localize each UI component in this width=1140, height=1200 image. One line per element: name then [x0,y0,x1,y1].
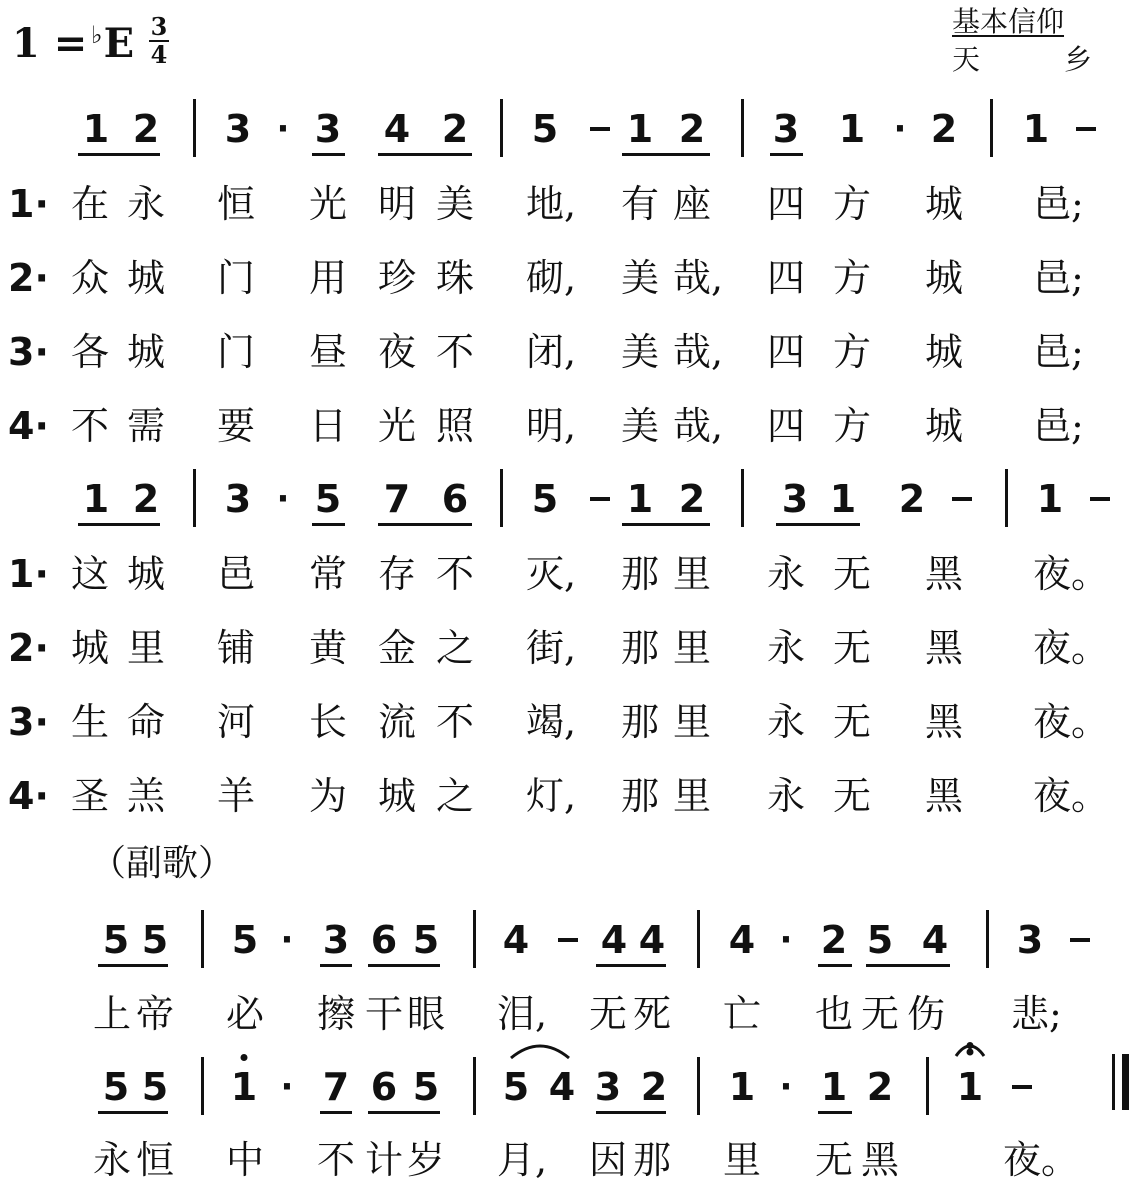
lyric-syllable: 之 [436,626,475,670]
note: 4 [383,107,411,151]
lyric-syllable: 邑; [1033,404,1084,448]
lyric-syllable: 哉, [673,330,724,374]
note: 2 [132,107,160,151]
dot-duration: · [779,1067,793,1107]
lyric-syllable: 黑 [925,700,964,744]
lyric-syllable: 夜。 [1033,700,1110,744]
verse-number: 3· [8,330,49,374]
lyric-syllable: 夜。 [1033,626,1110,670]
barline [986,910,989,968]
barline [741,469,744,527]
lyric-syllable: 死 [633,992,672,1036]
note: 2 [678,477,706,521]
lyric-syllable: 干 [365,992,404,1036]
fermata-mark [953,1034,987,1060]
barline [193,469,196,527]
lyric-syllable: 竭, [526,700,577,744]
note: 1 [820,1065,848,1109]
meter-bottom: 4 [150,40,168,69]
lyric-syllable: 需 [127,404,166,448]
lyric-syllable: 羊 [217,774,256,818]
beam-underline [378,153,472,156]
lyric-syllable: 珠 [436,256,475,300]
barline [473,1057,476,1115]
lyric-syllable: 昼 [309,330,348,374]
lyric-syllable: 众 [71,256,110,300]
note: 5 [412,918,440,962]
meter-top: 3 [150,12,168,41]
lyric-syllable: 永 [767,774,806,818]
beam-underline [818,1111,852,1114]
note: 1 [626,107,654,151]
lyric-syllable: 不 [436,552,475,596]
verse-number: 1· [8,182,49,226]
note: 1 [230,1065,258,1109]
note: 3 [224,107,252,151]
lyric-syllable: 这 [71,552,110,596]
beam-underline [320,1111,352,1114]
lyric-syllable: 邑; [1033,256,1084,300]
barline [193,99,196,157]
lyric-syllable: 恒 [136,1138,175,1182]
barline [473,910,476,968]
lyric-syllable: 邑; [1033,330,1084,374]
note: 1 [1036,477,1064,521]
note: 5 [866,918,894,962]
lyric-syllable: 伤 [907,992,946,1036]
lyric-syllable: 城 [925,404,964,448]
lyric-syllable: 街, [526,626,577,670]
credit-category: 基本信仰 [952,5,1065,38]
lyric-syllable: 夜 [378,330,417,374]
lyric-syllable: 计 [365,1138,404,1182]
lyric-syllable: 岁 [407,1138,446,1182]
chorus-label: （副歌） [90,843,235,884]
lyric-syllable: 月, [497,1138,548,1182]
lyric-syllable: 光 [309,182,348,226]
slur-mark [508,1038,572,1060]
lyric-syllable: 座 [673,182,712,226]
lyric-syllable: 河 [217,700,256,744]
lyric-syllable: 金 [378,626,417,670]
lyric-syllable: 那 [621,700,660,744]
barline [201,910,204,968]
lyric-syllable: 哉, [673,404,724,448]
note: 1 [1022,107,1050,151]
lyric-syllable: 常 [309,552,348,596]
lyric-syllable: 不 [436,700,475,744]
note: 4 [600,918,628,962]
note: 4 [638,918,666,962]
barline [500,99,503,157]
note: 5 [141,918,169,962]
lyric-syllable: 美 [436,182,475,226]
key-prefix: 1 = [12,20,88,67]
hold-dash [1076,127,1096,131]
lyric-syllable: 美 [621,404,660,448]
lyric-syllable: 地, [526,182,577,226]
lyric-syllable: 闭, [526,330,577,374]
note: 4 [548,1065,576,1109]
dot-duration: · [280,920,294,960]
lyric-syllable: 那 [621,626,660,670]
lyric-syllable: 那 [621,774,660,818]
lyric-syllable: 黑 [925,774,964,818]
beam-underline [622,153,710,156]
lyric-syllable: 永 [127,182,166,226]
note: 5 [231,918,259,962]
lyric-syllable: 里 [127,626,166,670]
lyric-syllable: 明 [378,182,417,226]
note: 2 [866,1065,894,1109]
lyric-syllable: 长 [309,700,348,744]
hold-dash [1090,497,1110,501]
note: 3 [314,107,342,151]
hold-dash [1070,938,1090,942]
lyric-syllable: 圣 [71,774,110,818]
lyric-syllable: 明, [526,404,577,448]
beam-underline [78,153,160,156]
note: 1 [728,1065,756,1109]
barline [500,469,503,527]
lyric-syllable: 里 [723,1138,762,1182]
beam-underline [596,1111,666,1114]
note: 7 [383,477,411,521]
lyric-syllable: 灯, [526,774,577,818]
lyric-syllable: 流 [378,700,417,744]
lyric-syllable: 方 [833,256,872,300]
verse-number: 3· [8,700,49,744]
lyric-syllable: 光 [378,404,417,448]
lyric-syllable: 里 [673,552,712,596]
note: 1 [838,107,866,151]
lyric-syllable: 无 [589,992,628,1036]
lyric-syllable: 有 [621,182,660,226]
note: 1 [82,107,110,151]
lyric-syllable: 里 [673,774,712,818]
lyric-syllable: 方 [833,404,872,448]
lyric-syllable: 夜。 [1033,774,1110,818]
barline [1005,469,1008,527]
lyric-syllable: 无 [815,1138,854,1182]
beam-underline [596,964,666,967]
lyric-syllable: 在 [71,182,110,226]
lyric-syllable: 照 [436,404,475,448]
beam-underline [368,1111,440,1114]
beam-underline [98,1111,168,1114]
beam-underline [770,153,803,156]
lyric-syllable: 亡 [723,992,762,1036]
note: 2 [930,107,958,151]
note: 5 [141,1065,169,1109]
lyric-syllable: 眼 [407,992,446,1036]
lyric-syllable: 永 [767,700,806,744]
lyric-syllable: 黄 [309,626,348,670]
credit-title-left: 天 [952,43,981,76]
lyric-syllable: 城 [925,256,964,300]
lyric-syllable: 日 [309,404,348,448]
note: 1 [956,1065,984,1109]
hold-dash [952,497,972,501]
beam-underline [312,153,345,156]
lyric-syllable: 生 [71,700,110,744]
lyric-syllable: 要 [217,404,256,448]
note: 7 [322,1065,350,1109]
lyric-syllable: 用 [309,256,348,300]
lyric-syllable: 邑; [1033,182,1084,226]
lyric-syllable: 里 [673,700,712,744]
note: 1 [829,477,857,521]
beam-underline [312,523,345,526]
dot-duration: · [280,1067,294,1107]
note: 3 [781,477,809,521]
dot-duration: · [893,109,907,149]
note: 5 [502,1065,530,1109]
lyric-syllable: 无 [833,552,872,596]
lyric-syllable: 城 [127,552,166,596]
lyric-syllable: 无 [833,774,872,818]
beam-underline [818,964,852,967]
note: 6 [370,1065,398,1109]
beam-underline [622,523,710,526]
lyric-syllable: 也 [815,992,854,1036]
lyric-syllable: 城 [378,774,417,818]
lyric-syllable: 永 [767,552,806,596]
note: 6 [370,918,398,962]
lyric-syllable: 铺 [217,626,256,670]
note: 3 [772,107,800,151]
note: 1 [626,477,654,521]
beam-underline [320,964,352,967]
note: 2 [898,477,926,521]
dot-duration: · [276,479,290,519]
flat-sign: ♭ [91,21,103,49]
lyric-syllable: 城 [127,256,166,300]
hold-dash [1012,1085,1032,1089]
lyric-syllable: 城 [925,330,964,374]
lyric-syllable: 命 [127,700,166,744]
lyric-syllable: 黑 [925,552,964,596]
lyric-syllable: 门 [217,256,256,300]
lyric-syllable: 为 [309,774,348,818]
verse-number: 2· [8,626,49,670]
beam-underline [866,964,950,967]
lyric-syllable: 帝 [136,992,175,1036]
lyric-syllable: 哉, [673,256,724,300]
note: 1 [82,477,110,521]
lyric-syllable: 夜。 [1033,552,1110,596]
lyric-syllable: 那 [621,552,660,596]
lyric-syllable: 方 [833,182,872,226]
lyric-syllable: 黑 [861,1138,900,1182]
note: 3 [322,918,350,962]
lyric-syllable: 邑 [217,552,256,596]
barline [741,99,744,157]
note: 3 [224,477,252,521]
lyric-syllable: 方 [833,330,872,374]
barline [926,1057,929,1115]
lyric-syllable: 四 [767,256,806,300]
final-barline-thick [1122,1054,1129,1110]
lyric-syllable: 灭, [526,552,577,596]
lyric-syllable: 永 [767,626,806,670]
lyric-syllable: 中 [226,1138,265,1182]
lyric-syllable: 门 [217,330,256,374]
lyric-syllable: 擦 [317,992,356,1036]
note: 2 [640,1065,668,1109]
note: 5 [531,477,559,521]
lyric-syllable: 城 [71,626,110,670]
beam-underline [776,523,860,526]
note: 5 [314,477,342,521]
credit-title [952,44,1092,76]
verse-number: 1· [8,552,49,596]
hold-dash [558,938,578,942]
lyric-syllable: 黑 [925,626,964,670]
note: 2 [820,918,848,962]
note: 2 [132,477,160,521]
lyric-syllable: 珍 [378,256,417,300]
lyric-syllable: 夜。 [1003,1138,1080,1182]
verse-number: 4· [8,774,49,818]
beam-underline [378,523,472,526]
barline [990,99,993,157]
lyric-syllable: 里 [673,626,712,670]
lyric-syllable: 不 [436,330,475,374]
note: 2 [678,107,706,151]
lyric-syllable: 悲; [1011,992,1062,1036]
note: 3 [594,1065,622,1109]
note: 5 [412,1065,440,1109]
dot-duration: · [779,920,793,960]
lyric-syllable: 之 [436,774,475,818]
lyric-syllable: 四 [767,404,806,448]
lyric-syllable: 各 [71,330,110,374]
lyric-syllable: 因 [589,1138,628,1182]
lyric-syllable: 存 [378,552,417,596]
note: 3 [1016,918,1044,962]
note: 5 [102,918,130,962]
note: 4 [728,918,756,962]
hold-dash [590,497,610,501]
note: 5 [531,107,559,151]
lyric-syllable: 无 [861,992,900,1036]
note: 6 [441,477,469,521]
lyric-syllable: 泪, [497,992,548,1036]
lyric-syllable: 恒 [217,182,256,226]
lyric-syllable: 上 [93,992,132,1036]
lyric-syllable: 不 [317,1138,356,1182]
lyric-syllable: 永 [93,1138,132,1182]
beam-underline [78,523,160,526]
key-note: E [103,20,135,67]
beam-underline [98,964,168,967]
lyric-syllable: 美 [621,256,660,300]
lyric-syllable: 无 [833,700,872,744]
barline [697,910,700,968]
time-signature [146,14,172,68]
lyric-syllable: 那 [633,1138,672,1182]
credit-title-right: 乡 [1063,43,1092,76]
barline [697,1057,700,1115]
dot-duration: · [276,109,290,149]
lyric-syllable: 必 [226,992,265,1036]
lyric-syllable: 无 [833,626,872,670]
verse-number: 4· [8,404,49,448]
lyric-syllable: 城 [127,330,166,374]
note: 4 [921,918,949,962]
octave-dot [241,1054,248,1061]
note: 4 [502,918,530,962]
hold-dash [590,127,610,131]
key-signature [12,20,134,67]
note: 2 [441,107,469,151]
verse-number: 2· [8,256,49,300]
barline [201,1057,204,1115]
beam-underline [368,964,440,967]
lyric-syllable: 砌, [526,256,577,300]
final-barline-thin [1112,1054,1115,1110]
lyric-syllable: 美 [621,330,660,374]
lyric-syllable: 城 [925,182,964,226]
lyric-syllable: 四 [767,182,806,226]
lyric-syllable: 四 [767,330,806,374]
lyric-syllable: 不 [71,404,110,448]
lyric-syllable: 羔 [127,774,166,818]
note: 5 [102,1065,130,1109]
